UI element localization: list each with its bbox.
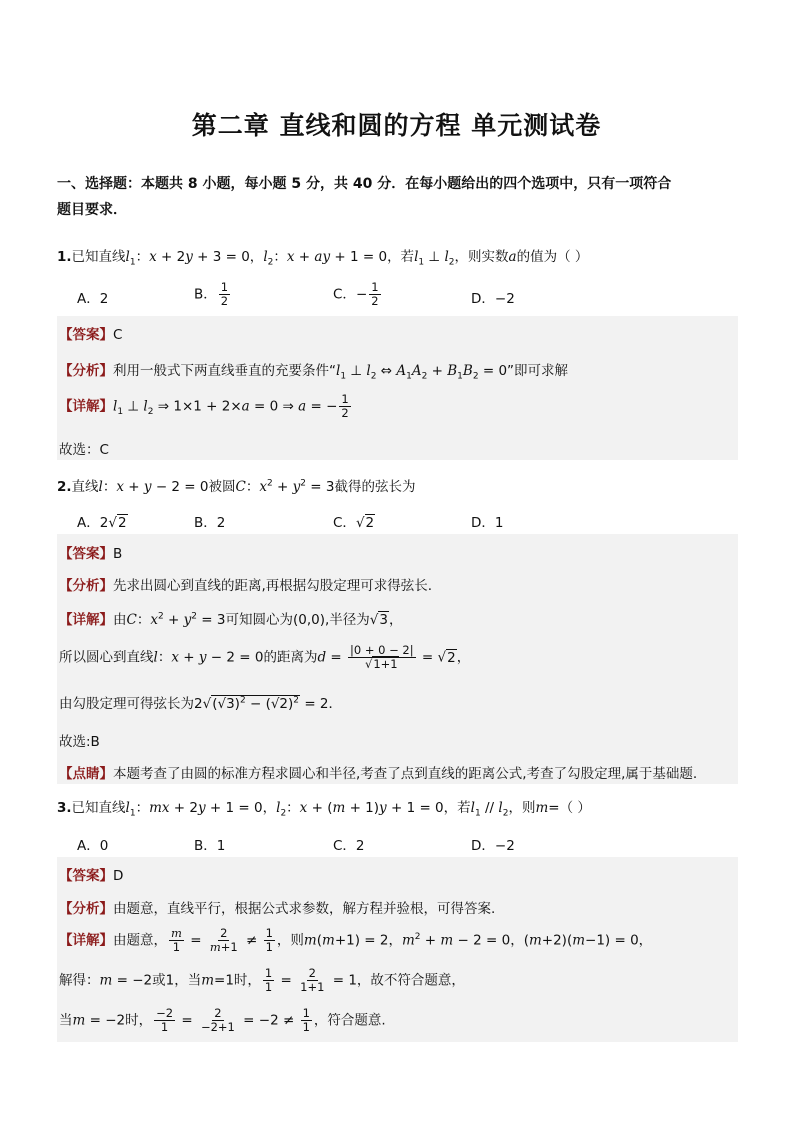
option-b[interactable]: B． $\frac{1}{2}$ (194, 280, 229, 308)
analysis-line: 【分析】利用一般式下两直线垂直的充要条件“$l_1$ ⊥ $l_2$ ⇔ $A_1A_2 + B_1B_2 = 0$”即可求解 (59, 363, 569, 382)
detail-line-2: 解得：m = −2或1，当m=1时， $\frac{1}{1}$ = $\frac{2}{1+1}$ = 1，故不符合题意， (59, 966, 465, 994)
detail-line-2: 所以圆心到直线l：x + y − 2 = 0的距离为d = $\frac{|0 + 0 - 2|}{√1+1}$ = √2， (59, 643, 471, 671)
option-c[interactable]: C．2 (333, 838, 365, 854)
analysis-line: 【分析】由题意，直线平行，根据公式求参数，解方程并验根，可得答案. (59, 901, 496, 917)
question-2-solution (57, 534, 738, 784)
option-d[interactable]: D．−2 (471, 291, 515, 307)
conclusion-line: 故选:B (59, 734, 100, 750)
option-a[interactable]: A．2 (77, 291, 109, 307)
comment-line: 【点睛】本题考查了由圆的标准方程求圆心和半径,考查了点到直线的距离公式,考查了勾股定理,属于基础题. (59, 766, 698, 782)
detail-line-3: 由勾股定理可得弦长为$2√(√3)^2 - (√2)^2 = 2$． (59, 695, 343, 712)
section-heading-line2: 题目要求． (57, 202, 127, 218)
answer-line: 【答案】C (59, 327, 123, 343)
question-2-stem: 2.直线l：x + y − 2 = 0被圆C：$x^2 + y^2 = 3$截得的弦长为 (57, 478, 416, 495)
option-d[interactable]: D．1 (471, 515, 504, 531)
option-b[interactable]: B．1 (194, 838, 226, 854)
question-number: 2. (57, 479, 72, 495)
question-1-stem: 1.已知直线$l_1$：x + 2y + 3 = 0，$l_2$：x + ay + 1 = 0，若$l_1$ ⊥ $l_2$，则实数a的值为（ ） (57, 249, 589, 268)
detail-line-3: 当m = −2时， $\frac{-2}{1}$ = $\frac{2}{-2+1}$ = −2 ≠ $\frac{1}{1}$ ，符合题意. (59, 1006, 386, 1034)
question-3-solution (57, 857, 738, 1042)
section-heading (57, 171, 747, 223)
question-number: 3. (57, 800, 72, 816)
option-d[interactable]: D．−2 (471, 838, 515, 854)
option-c[interactable]: C．− $\frac{1}{2}$ (333, 280, 379, 308)
section-heading-line1: 一、选择题：本题共 8 小题，每小题 5 分，共 40 分．在每小题给出的四个选项中，只有一项符合 (57, 176, 672, 192)
option-a[interactable]: A．2√2 (77, 515, 127, 531)
answer-line: 【答案】D (59, 868, 124, 884)
conclusion-line: 故选：C (59, 442, 109, 458)
detail-line: 【详解】$l_1$ ⊥ $l_2$ ⇒ 1×1 + 2×a = 0 ⇒ a = − $\frac{1}{2}$ (59, 392, 349, 420)
detail-line: 【详解】由题意， $\frac{m}{1}$ = $\frac{2}{m+1}$ ≠ $\frac{1}{1}$ ，则m(m+1) = 2，$m^2 + m - 2 = 0$，(m+2)(m−1) = 0， (59, 926, 653, 954)
question-number: 1. (57, 249, 72, 265)
page-title: 第二章 直线和圆的方程 单元测试卷 (191, 111, 602, 140)
option-a[interactable]: A．0 (77, 838, 109, 854)
option-b[interactable]: B．2 (194, 515, 226, 531)
detail-line: 【详解】由C：$x^2 + y^2 = 3$可知圆心为(0,0),半径为√3， (59, 611, 403, 628)
question-1-solution (57, 316, 738, 460)
answer-line: 【答案】B (59, 546, 123, 562)
option-c[interactable]: C．√2 (333, 515, 375, 531)
analysis-line: 【分析】先求出圆心到直线的距离,再根据勾股定理可求得弦长. (59, 578, 433, 594)
question-3-stem: 3.已知直线$l_1$：mx + 2y + 1 = 0，$l_2$：x + (m + 1)y + 1 = 0，若$l_1 // l_2$，则m=（ ） (57, 800, 591, 819)
